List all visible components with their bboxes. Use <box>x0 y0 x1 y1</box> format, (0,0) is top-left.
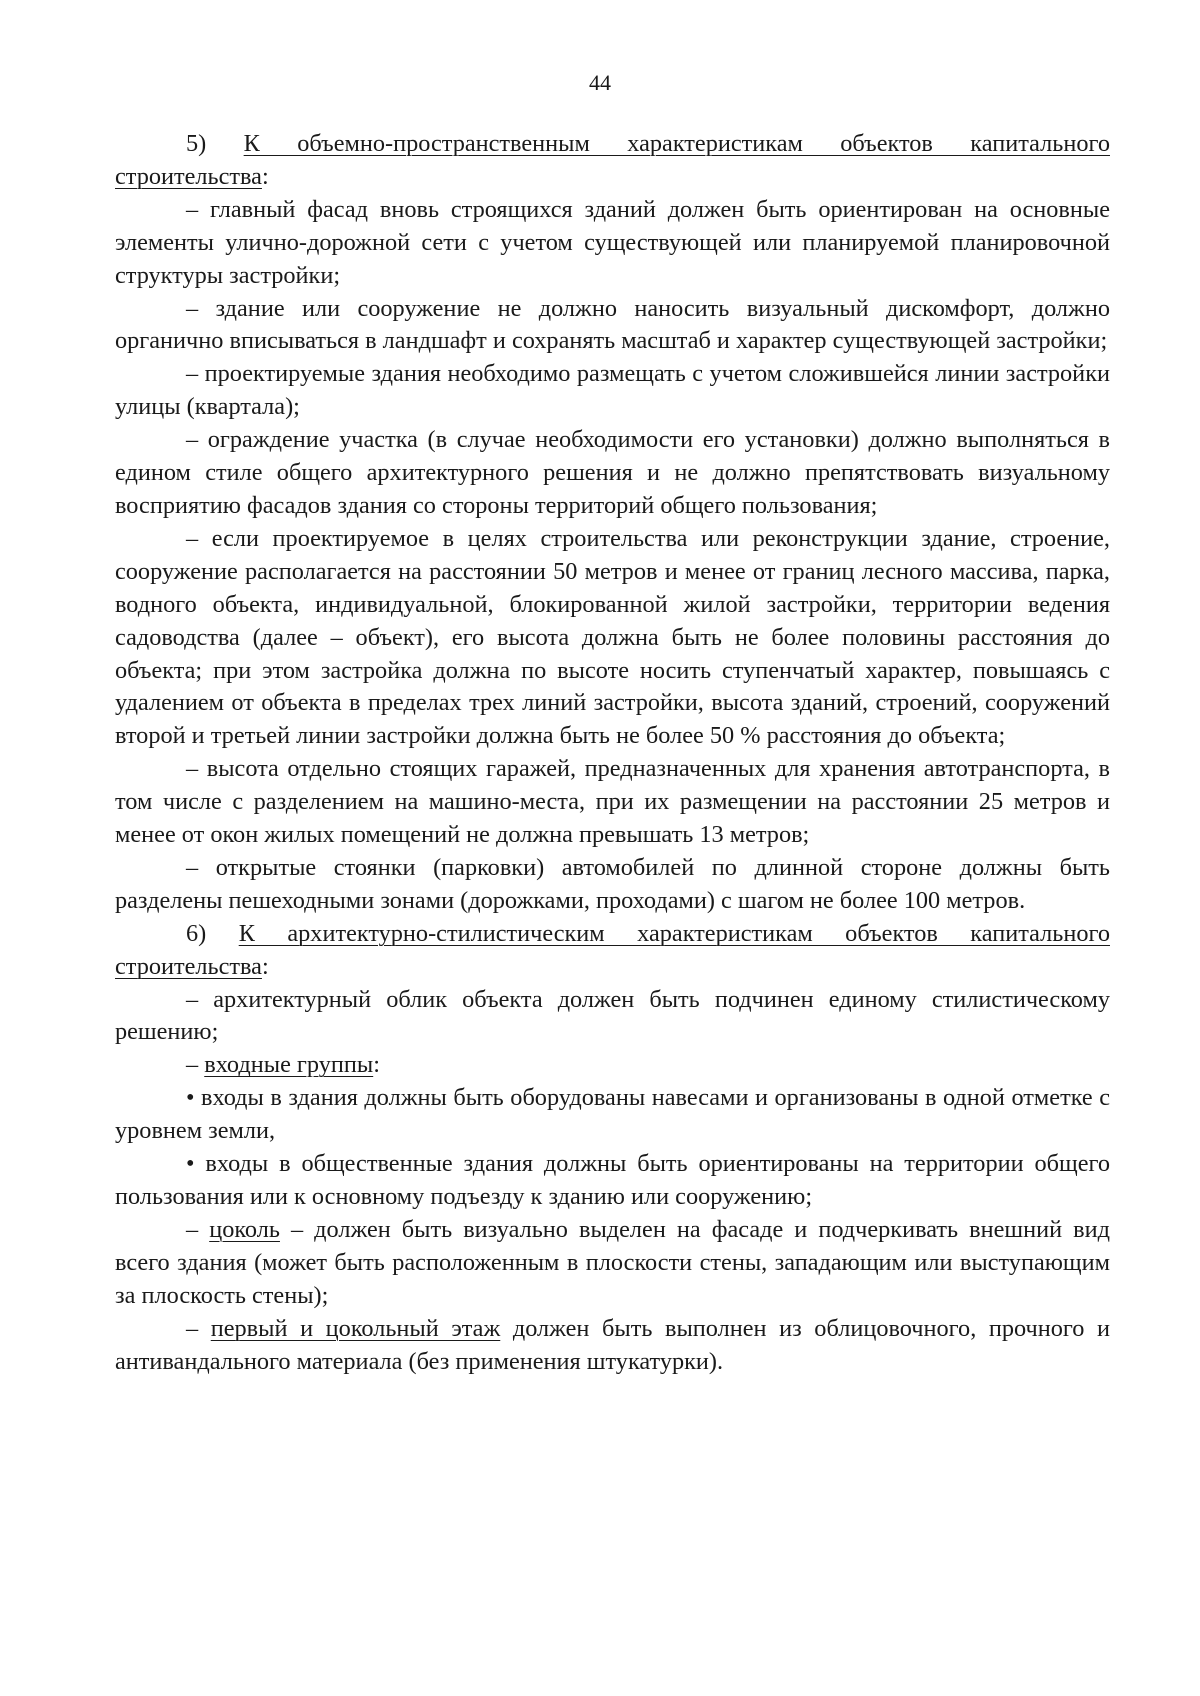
paragraph-text: 5) <box>186 130 244 157</box>
page-number: 44 <box>589 70 611 95</box>
paragraph <box>115 293 1110 359</box>
underlined-text: цоколь <box>209 1215 280 1243</box>
paragraph-text: : <box>373 1051 380 1079</box>
underlined-text: первый и цокольный этаж <box>210 1314 501 1342</box>
paragraph-text: – <box>186 1051 205 1079</box>
underlined-text: К объемно-пространственным характеристикам объектов капитального строительства <box>115 130 1110 190</box>
paragraph <box>115 358 1110 424</box>
paragraph-text: – высота отдельно стоящих гаражей, предназначенных для хранения автотранспорта, в том числе с разделением на машино-места, при их размещении на расстоянии 25 метров и менее от окон жилых помещений не должна превышать 13 метров; <box>115 755 1110 849</box>
paragraph <box>115 424 1110 523</box>
paragraph-text: : <box>261 162 269 190</box>
paragraph-text: – архитектурный облик объекта должен быть подчинен единому стилистическому решению; <box>115 985 1110 1046</box>
paragraph <box>115 984 1110 1050</box>
paragraph-text: • входы в здания должны быть оборудованы навесами и организованы в одной отметке с уровнем земли, <box>115 1084 1110 1145</box>
paragraph-text: – проектируемые здания необходимо размещать с учетом сложившейся линии застройки улицы (квартала); <box>115 360 1110 421</box>
paragraph <box>115 194 1110 293</box>
paragraph <box>115 523 1110 753</box>
paragraph <box>115 852 1110 918</box>
paragraph <box>115 1313 1110 1379</box>
underlined-text: входные группы <box>204 1051 374 1079</box>
paragraph-text: : <box>261 952 269 980</box>
paragraph <box>115 1049 1110 1082</box>
paragraph-text: – здание или сооружение не должно наносить визуальный дискомфорт, должно органично вписываться в ландшафт и сохранять масштаб и характер существующей застройки; <box>115 294 1110 355</box>
paragraph-text: – <box>186 1314 211 1342</box>
paragraph <box>115 1214 1110 1313</box>
paragraph-text: – <box>186 1215 210 1243</box>
paragraph-text: – открытые стоянки (парковки) автомобилей по длинной стороне должны быть разделены пешеходными зонами (дорожками, проходами) с шагом не более 100 метров. <box>115 853 1110 914</box>
document-body <box>115 128 1110 1378</box>
paragraph <box>115 1082 1110 1148</box>
paragraph-text: 6) <box>186 919 239 947</box>
paragraph-text: – если проектируемое в целях строительства или реконструкции здание, строение, сооружение располагается на расстоянии 50 метров и менее от границ лесного массива, парка, водного объекта, индивидуальной, блокированной жилой застройки, территории ведения садоводства (далее – объект), его высота должна быть не более половины расстояния до объекта; при этом застройка должна по высоте носить ступенчатый характер, повышаясь с удалением от объекта в пределах трех линий застройки, высота зданий, строений, сооружений второй и третьей линии застройки должна быть не более 50 % расстояния до объекта; <box>115 524 1110 750</box>
paragraph <box>115 753 1110 852</box>
paragraph-text: – должен быть визуально выделен на фасаде и подчеркивать внешний вид всего здания (может быть расположенным в плоскости стены, западающим или выступающим за плоскость стены); <box>115 1215 1110 1309</box>
paragraph <box>115 128 1110 194</box>
paragraph <box>115 918 1110 984</box>
paragraph <box>115 1148 1110 1214</box>
underlined-text: К архитектурно-стилистическим характеристикам объектов капитального строительства <box>115 919 1110 980</box>
paragraph-text: должен быть выполнен из облицовочного, прочного и антивандального материала (без применения штукатурки). <box>115 1314 1110 1375</box>
paragraph-text: – ограждение участка (в случае необходимости его установки) должно выполняться в едином стиле общего архитектурного решения и не должно препятствовать визуальному восприятию фасадов здания со стороны территорий общего пользования; <box>115 426 1110 519</box>
paragraph-text: • входы в общественные здания должны быть ориентированы на территории общего пользования или к основному подъезду к зданию или сооружению; <box>115 1150 1110 1210</box>
paragraph-text: – главный фасад вновь строящихся зданий должен быть ориентирован на основные элементы улично-дорожной сети с учетом существующей или планируемой планировочной структуры застройки; <box>115 195 1110 289</box>
